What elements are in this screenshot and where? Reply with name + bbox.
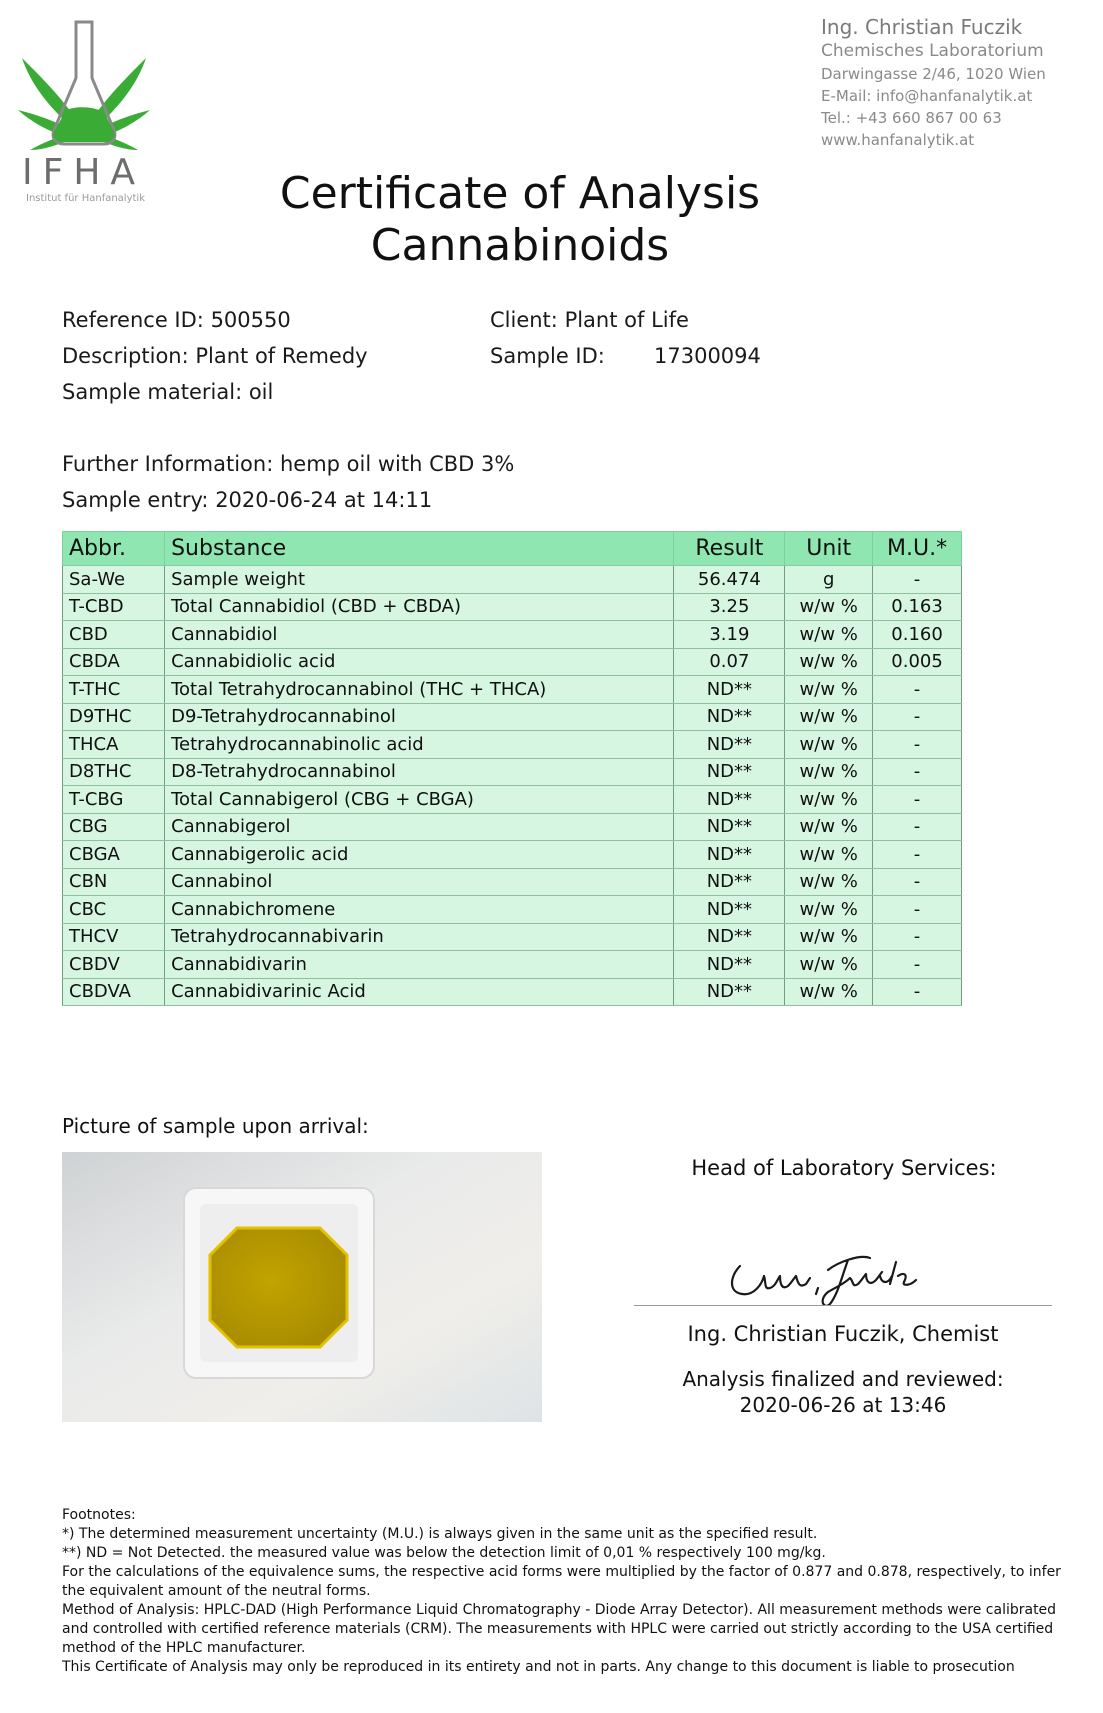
cell-unit: w/w % — [785, 896, 873, 924]
cell-abbr: CBDA — [63, 648, 165, 676]
table-row — [63, 786, 962, 814]
cell-result: ND** — [674, 841, 785, 869]
table-row — [63, 703, 962, 731]
table-header-row — [63, 532, 962, 566]
sample-entry-label: Sample entry: — [62, 488, 209, 512]
cell-substance: Cannabidivarin — [165, 951, 674, 979]
cell-mu: 0.163 — [873, 593, 962, 621]
cell-abbr: CBDVA — [63, 978, 165, 1006]
cell-result: 3.25 — [674, 593, 785, 621]
cell-mu: - — [873, 841, 962, 869]
cell-substance: Sample weight — [165, 566, 674, 594]
table-row — [63, 621, 962, 649]
cell-result: ND** — [674, 923, 785, 951]
logo-subtitle: Institut für Hanfanalytik — [26, 193, 145, 204]
lab-contact — [821, 14, 1081, 151]
footnote-mu: *) The determined measurement uncertainty (M.U.) is always given in the same unit as the specified result. — [62, 1526, 818, 1542]
results-table — [62, 531, 962, 1006]
table-row — [63, 841, 962, 869]
client — [490, 308, 689, 332]
cell-unit: w/w % — [785, 676, 873, 704]
cell-substance: D9-Tetrahydrocannabinol — [165, 703, 674, 731]
cell-result: ND** — [674, 703, 785, 731]
cell-abbr: CBC — [63, 896, 165, 924]
flask-icon — [53, 22, 115, 144]
header-substance: Substance — [165, 532, 674, 566]
lab-address: Darwingasse 2/46, 1020 Wien — [821, 65, 1046, 83]
signatory-name: Ing. Christian Fuczik, Chemist — [687, 1322, 999, 1346]
table-row — [63, 648, 962, 676]
cell-substance: Cannabigerol — [165, 813, 674, 841]
cell-substance: Cannabidiolic acid — [165, 648, 674, 676]
table-row — [63, 566, 962, 594]
footnotes — [62, 1506, 1082, 1677]
table-row — [63, 896, 962, 924]
cell-substance: Cannabidiol — [165, 621, 674, 649]
cell-unit: w/w % — [785, 786, 873, 814]
sample-entry — [62, 488, 432, 512]
cell-mu: - — [873, 978, 962, 1006]
table-row — [63, 813, 962, 841]
cell-substance: Cannabinol — [165, 868, 674, 896]
further-information-value: hemp oil with CBD 3% — [279, 452, 515, 476]
finalized-date: 2020-06-26 at 13:46 — [739, 1393, 947, 1417]
header-abbr: Abbr. — [63, 532, 165, 566]
table-row — [63, 951, 962, 979]
cell-abbr: THCA — [63, 731, 165, 759]
header-mu: M.U.* — [873, 532, 962, 566]
cell-result: ND** — [674, 813, 785, 841]
sample-id-label: Sample ID: — [490, 344, 605, 368]
cell-unit: w/w % — [785, 923, 873, 951]
client-label: Client: — [490, 308, 558, 332]
footnote-equivalence: For the calculations of the equivalence sums, the respective acid forms were multiplied by the factor of 0.877 and 0.878, respectively, to infer the equivalent amount of the neutral forms. — [62, 1564, 1061, 1599]
cell-result: ND** — [674, 868, 785, 896]
further-information — [62, 452, 514, 476]
sample-id-value: 17300094 — [654, 344, 761, 368]
cell-abbr: THCV — [63, 923, 165, 951]
cell-mu: - — [873, 676, 962, 704]
sample-material-value: oil — [248, 380, 274, 404]
cell-mu: 0.005 — [873, 648, 962, 676]
table-row — [63, 868, 962, 896]
cell-result: 3.19 — [674, 621, 785, 649]
results-body — [63, 566, 962, 1006]
cell-substance: D8-Tetrahydrocannabinol — [165, 758, 674, 786]
cell-substance: Total Cannabidiol (CBD + CBDA) — [165, 593, 674, 621]
oil-sample — [210, 1228, 347, 1347]
title-line-2: Cannabinoids — [370, 220, 670, 271]
cell-unit: w/w % — [785, 621, 873, 649]
reference-id-value: 500550 — [210, 308, 291, 332]
cell-result: ND** — [674, 758, 785, 786]
header-result: Result — [674, 532, 785, 566]
sample-entry-value: 2020-06-24 at 14:11 — [215, 488, 433, 512]
cell-unit: w/w % — [785, 951, 873, 979]
cell-abbr: CBDV — [63, 951, 165, 979]
cell-abbr: T-CBG — [63, 786, 165, 814]
cell-mu: - — [873, 951, 962, 979]
cell-unit: w/w % — [785, 868, 873, 896]
cell-mu: - — [873, 896, 962, 924]
cell-result: ND** — [674, 978, 785, 1006]
lab-email: E-Mail: info@hanfanalytik.at — [821, 87, 1033, 105]
cell-result: ND** — [674, 896, 785, 924]
footnote-reproduction: This Certificate of Analysis may only be reproduced in its entirety and not in parts. Any change to this document is liable to prosecution — [62, 1659, 1015, 1675]
cell-mu: - — [873, 868, 962, 896]
analysis-finalized — [634, 1366, 1052, 1418]
table-row — [63, 923, 962, 951]
cell-mu: - — [873, 758, 962, 786]
cell-substance: Tetrahydrocannabivarin — [165, 923, 674, 951]
cell-unit: w/w % — [785, 703, 873, 731]
cell-mu: - — [873, 923, 962, 951]
cell-unit: g — [785, 566, 873, 594]
footnote-method: Method of Analysis: HPLC-DAD (High Performance Liquid Chromatography - Diode Array Detector). All measurement methods were calibrated and controlled with certified reference materials (CRM). The measurements with HPLC were carried out strictly according to the USA certified method of the HPLC manufacturer. — [62, 1602, 1057, 1656]
cell-result: 56.474 — [674, 566, 785, 594]
picture-title: Picture of sample upon arrival: — [62, 1114, 369, 1138]
lab-phone: Tel.: +43 660 867 00 63 — [821, 109, 1002, 127]
cell-mu: - — [873, 703, 962, 731]
logo-wordmark: IFHA — [22, 152, 146, 193]
cell-abbr: D9THC — [63, 703, 165, 731]
description-value: Plant of Remedy — [195, 344, 368, 368]
cell-substance: Cannabigerolic acid — [165, 841, 674, 869]
lab-web: www.hanfanalytik.at — [821, 131, 975, 149]
table-row — [63, 593, 962, 621]
reference-id — [62, 308, 291, 332]
cell-unit: w/w % — [785, 731, 873, 759]
cell-substance: Tetrahydrocannabinolic acid — [165, 731, 674, 759]
sample-material — [62, 380, 273, 404]
lab-name: Ing. Christian Fuczik — [821, 15, 1023, 39]
cell-abbr: CBD — [63, 621, 165, 649]
table-row — [63, 758, 962, 786]
cell-unit: w/w % — [785, 978, 873, 1006]
sample-material-label: Sample material: — [62, 380, 243, 404]
cell-result: ND** — [674, 951, 785, 979]
handwritten-signature — [720, 1226, 940, 1306]
footnote-nd: **) ND = Not Detected. the measured value was below the detection limit of 0,01 % respectively 100 mg/kg. — [62, 1545, 826, 1561]
cell-substance: Cannabidivarinic Acid — [165, 978, 674, 1006]
further-information-label: Further Information: — [62, 452, 274, 476]
footnotes-title: Footnotes: — [62, 1507, 136, 1523]
cell-mu: 0.160 — [873, 621, 962, 649]
table-row — [63, 978, 962, 1006]
cell-mu: - — [873, 786, 962, 814]
table-row — [63, 731, 962, 759]
cell-unit: w/w % — [785, 813, 873, 841]
signature-line — [634, 1305, 1052, 1306]
document-title — [0, 168, 1040, 272]
description-label: Description: — [62, 344, 189, 368]
reference-id-label: Reference ID: — [62, 308, 204, 332]
cell-result: 0.07 — [674, 648, 785, 676]
lab-org: Chemisches Laboratorium — [821, 41, 1044, 61]
cell-abbr: T-THC — [63, 676, 165, 704]
header-unit: Unit — [785, 532, 873, 566]
sample-photo — [62, 1152, 542, 1422]
cell-mu: - — [873, 731, 962, 759]
cell-substance: Total Cannabigerol (CBG + CBGA) — [165, 786, 674, 814]
client-value: Plant of Life — [564, 308, 689, 332]
cell-mu: - — [873, 566, 962, 594]
cell-substance: Total Tetrahydrocannabinol (THC + THCA) — [165, 676, 674, 704]
cell-abbr: CBG — [63, 813, 165, 841]
cell-abbr: D8THC — [63, 758, 165, 786]
cell-abbr: Sa-We — [63, 566, 165, 594]
cell-substance: Cannabichromene — [165, 896, 674, 924]
cell-abbr: CBN — [63, 868, 165, 896]
cell-result: ND** — [674, 676, 785, 704]
cell-abbr: CBGA — [63, 841, 165, 869]
signature-heading: Head of Laboratory Services: — [691, 1156, 997, 1180]
table-row — [63, 676, 962, 704]
cell-unit: w/w % — [785, 593, 873, 621]
cell-unit: w/w % — [785, 758, 873, 786]
cell-result: ND** — [674, 731, 785, 759]
cell-result: ND** — [674, 786, 785, 814]
cell-unit: w/w % — [785, 648, 873, 676]
description — [62, 344, 368, 368]
cell-mu: - — [873, 813, 962, 841]
finalized-label: Analysis finalized and reviewed: — [682, 1367, 1004, 1391]
cell-unit: w/w % — [785, 841, 873, 869]
title-line-1: Certificate of Analysis — [279, 168, 761, 219]
cell-abbr: T-CBD — [63, 593, 165, 621]
